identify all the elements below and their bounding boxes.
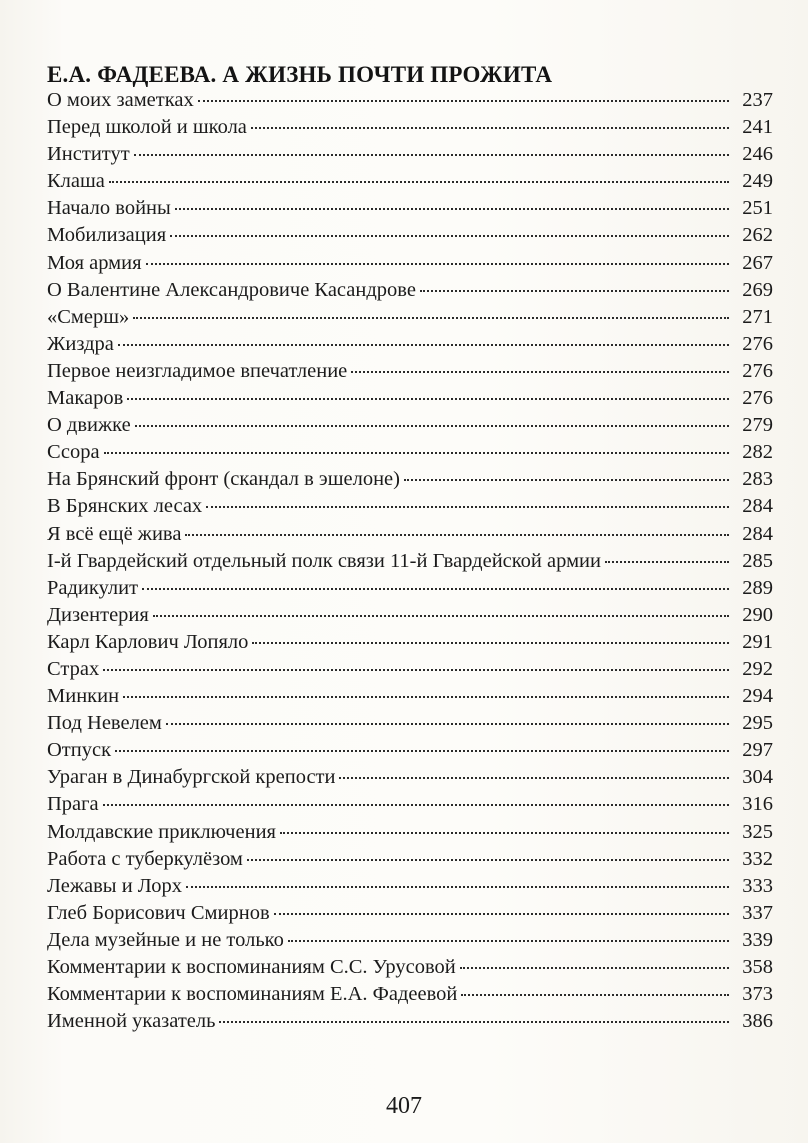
toc-entry-title: О Валентине Александровиче Касандрове xyxy=(47,278,416,301)
toc-entry-title: Под Невелем xyxy=(47,712,162,735)
toc-entry-page: 276 xyxy=(742,332,773,355)
toc-entry xyxy=(47,1008,773,1035)
toc-entry-page: 358 xyxy=(742,956,773,978)
toc-entry xyxy=(47,222,773,249)
toc-entry xyxy=(47,683,773,710)
page-number: 407 xyxy=(386,1093,422,1119)
toc-entry xyxy=(47,277,773,304)
toc-entry-title: Ссора xyxy=(47,441,100,464)
toc-entry xyxy=(47,385,773,412)
toc-entry xyxy=(47,629,773,656)
dot-leader xyxy=(404,479,729,481)
toc-entry-title: Дизентерия xyxy=(47,603,149,626)
toc-entry-title: Работа с туберкулёзом xyxy=(47,847,243,870)
toc-entry xyxy=(47,195,773,222)
toc-entry-page: 339 xyxy=(742,928,773,951)
toc-entry xyxy=(47,548,773,575)
toc-entry xyxy=(47,981,773,1008)
toc-entry xyxy=(47,873,773,900)
toc-entry-page: 291 xyxy=(742,630,773,653)
dot-leader xyxy=(123,696,729,698)
dot-leader xyxy=(280,832,729,834)
dot-leader xyxy=(288,940,729,942)
toc-entry-title: «Смерш» xyxy=(47,305,130,328)
toc-entry xyxy=(47,954,773,981)
toc-entry xyxy=(47,900,773,927)
toc-entry-title: О моих заметках xyxy=(47,89,194,111)
toc-entry-page: 251 xyxy=(742,197,773,220)
toc-entry-title: I-й Гвардейский отдельный полк связи 11-й Гвардейской армии xyxy=(47,549,601,572)
dot-leader xyxy=(153,615,729,617)
toc-entry-title: Отпуск xyxy=(47,739,112,762)
toc-entry xyxy=(47,737,773,764)
dot-leader xyxy=(166,723,729,725)
dot-leader xyxy=(175,208,729,210)
toc-entry-page: 279 xyxy=(742,414,773,437)
toc-entry xyxy=(47,819,773,846)
dot-leader xyxy=(186,886,729,888)
toc-entry xyxy=(47,493,773,520)
toc-entry-title: Лежавы и Лорх xyxy=(47,874,182,897)
toc-entry-title: Я всё ещё жива xyxy=(47,522,182,545)
toc-entry-page: 290 xyxy=(742,603,773,626)
dot-leader xyxy=(104,452,729,454)
toc-entry xyxy=(47,602,773,629)
toc-entry xyxy=(47,250,773,277)
toc-entry-page: 316 xyxy=(742,793,773,816)
toc-entry xyxy=(47,710,773,737)
toc-entry-title: Комментарии к воспоминаниям Е.А. Фадеевой xyxy=(47,983,458,1006)
dot-leader xyxy=(461,994,729,996)
toc-entry xyxy=(47,412,773,439)
toc-entry-title: О движке xyxy=(47,414,131,437)
toc-entry-title: Карл Карлович Лопяло xyxy=(47,630,249,653)
dot-leader xyxy=(135,425,729,427)
dot-leader xyxy=(251,127,729,129)
toc-entry-page: 285 xyxy=(742,549,773,572)
toc-entry xyxy=(47,331,773,358)
toc-entry-title: Институт xyxy=(47,143,130,166)
toc-entry-title: Минкин xyxy=(47,685,120,708)
toc-entry xyxy=(47,168,773,195)
toc-entry xyxy=(47,439,773,466)
dot-leader xyxy=(420,290,729,292)
toc-entry xyxy=(47,87,773,114)
dot-leader xyxy=(134,154,729,156)
dot-leader xyxy=(247,859,729,861)
toc-entry-page: 333 xyxy=(742,874,773,897)
dot-leader xyxy=(146,263,729,265)
table-of-contents xyxy=(47,87,773,1035)
toc-entry-title: Радикулит xyxy=(47,576,139,599)
dot-leader xyxy=(339,777,729,779)
toc-entry xyxy=(47,304,773,331)
toc-entry-title: На Брянский фронт (скандал в эшелоне) xyxy=(47,468,400,491)
toc-entry-page: 246 xyxy=(742,143,773,166)
dot-leader xyxy=(185,534,729,536)
toc-entry-page: 325 xyxy=(742,820,773,843)
toc-entry-title: Жиздра xyxy=(47,332,114,355)
dot-leader xyxy=(219,1021,729,1023)
toc-entry-title: Ураган в Динабургской крепости xyxy=(47,766,336,789)
toc-entry-page: 284 xyxy=(742,522,773,545)
toc-entry-title: Моя армия xyxy=(47,251,142,274)
toc-entry xyxy=(47,764,773,791)
toc-entry-page: 373 xyxy=(742,983,773,1006)
toc-entry-title: Прага xyxy=(47,793,99,816)
section-heading: Е.А. ФАДЕЕВА. А ЖИЗНЬ ПОЧТИ ПРОЖИТА xyxy=(47,62,553,87)
toc-entry-title: Макаров xyxy=(47,387,124,410)
toc-entry-title: Дела музейные и не только xyxy=(47,928,284,951)
toc-entry-page: 386 xyxy=(742,1010,773,1033)
toc-entry-page: 276 xyxy=(742,387,773,410)
toc-entry-title: Мобилизация xyxy=(47,224,167,247)
toc-entry xyxy=(47,575,773,602)
toc-entry-page: 283 xyxy=(742,468,773,491)
toc-entry-title: В Брянских лесах xyxy=(47,495,203,518)
toc-entry-page: 304 xyxy=(742,766,773,789)
toc-entry-page: 284 xyxy=(742,495,773,518)
toc-entry-title: Страх xyxy=(47,657,100,680)
toc-entry-page: 295 xyxy=(742,712,773,735)
toc-entry-title: Первое неизгладимое впечатление xyxy=(47,359,348,382)
toc-entry-page: 294 xyxy=(742,685,773,708)
dot-leader xyxy=(103,669,729,671)
dot-leader xyxy=(109,181,729,183)
toc-entry-page: 282 xyxy=(742,441,773,464)
toc-entry xyxy=(47,846,773,873)
toc-entry-title: Молдавские приключения xyxy=(47,820,276,843)
toc-entry-page: 337 xyxy=(742,901,773,924)
dot-leader xyxy=(351,371,729,373)
dot-leader xyxy=(274,913,729,915)
dot-leader xyxy=(198,100,729,102)
toc-entry xyxy=(47,927,773,954)
toc-entry-page: 292 xyxy=(742,657,773,680)
toc-entry-title: Начало войны xyxy=(47,197,171,220)
toc-entry-page: 269 xyxy=(742,278,773,301)
dot-leader xyxy=(460,967,729,969)
toc-entry-page: 332 xyxy=(742,847,773,870)
toc-entry-page: 289 xyxy=(742,576,773,599)
dot-leader xyxy=(103,804,729,806)
dot-leader xyxy=(605,561,729,563)
toc-entry-title: Глеб Борисович Смирнов xyxy=(47,901,270,924)
toc-entry xyxy=(47,791,773,818)
dot-leader xyxy=(115,750,729,752)
toc-entry-page: 237 xyxy=(742,89,773,111)
toc-entry-title: Комментарии к воспоминаниям С.С. Урусовой xyxy=(47,956,456,978)
toc-entry-title: Перед школой и школа xyxy=(47,116,247,139)
toc-entry xyxy=(47,114,773,141)
toc-entry-page: 262 xyxy=(742,224,773,247)
toc-entry-page: 249 xyxy=(742,170,773,193)
toc-entry-page: 271 xyxy=(742,305,773,328)
dot-leader xyxy=(118,344,729,346)
dot-leader xyxy=(127,398,729,400)
dot-leader xyxy=(133,317,729,319)
toc-entry-page: 241 xyxy=(742,116,773,139)
dot-leader xyxy=(252,642,729,644)
toc-entry xyxy=(47,358,773,385)
toc-entry xyxy=(47,656,773,683)
toc-entry-page: 267 xyxy=(742,251,773,274)
toc-entry-title: Клаша xyxy=(47,170,105,193)
toc-entry-page: 297 xyxy=(742,739,773,762)
toc-entry-title: Именной указатель xyxy=(47,1010,216,1033)
dot-leader xyxy=(206,506,729,508)
toc-entry xyxy=(47,521,773,548)
toc-entry-page: 276 xyxy=(742,359,773,382)
toc-entry xyxy=(47,141,773,168)
toc-entry xyxy=(47,466,773,493)
dot-leader xyxy=(170,235,729,237)
dot-leader xyxy=(142,588,729,590)
